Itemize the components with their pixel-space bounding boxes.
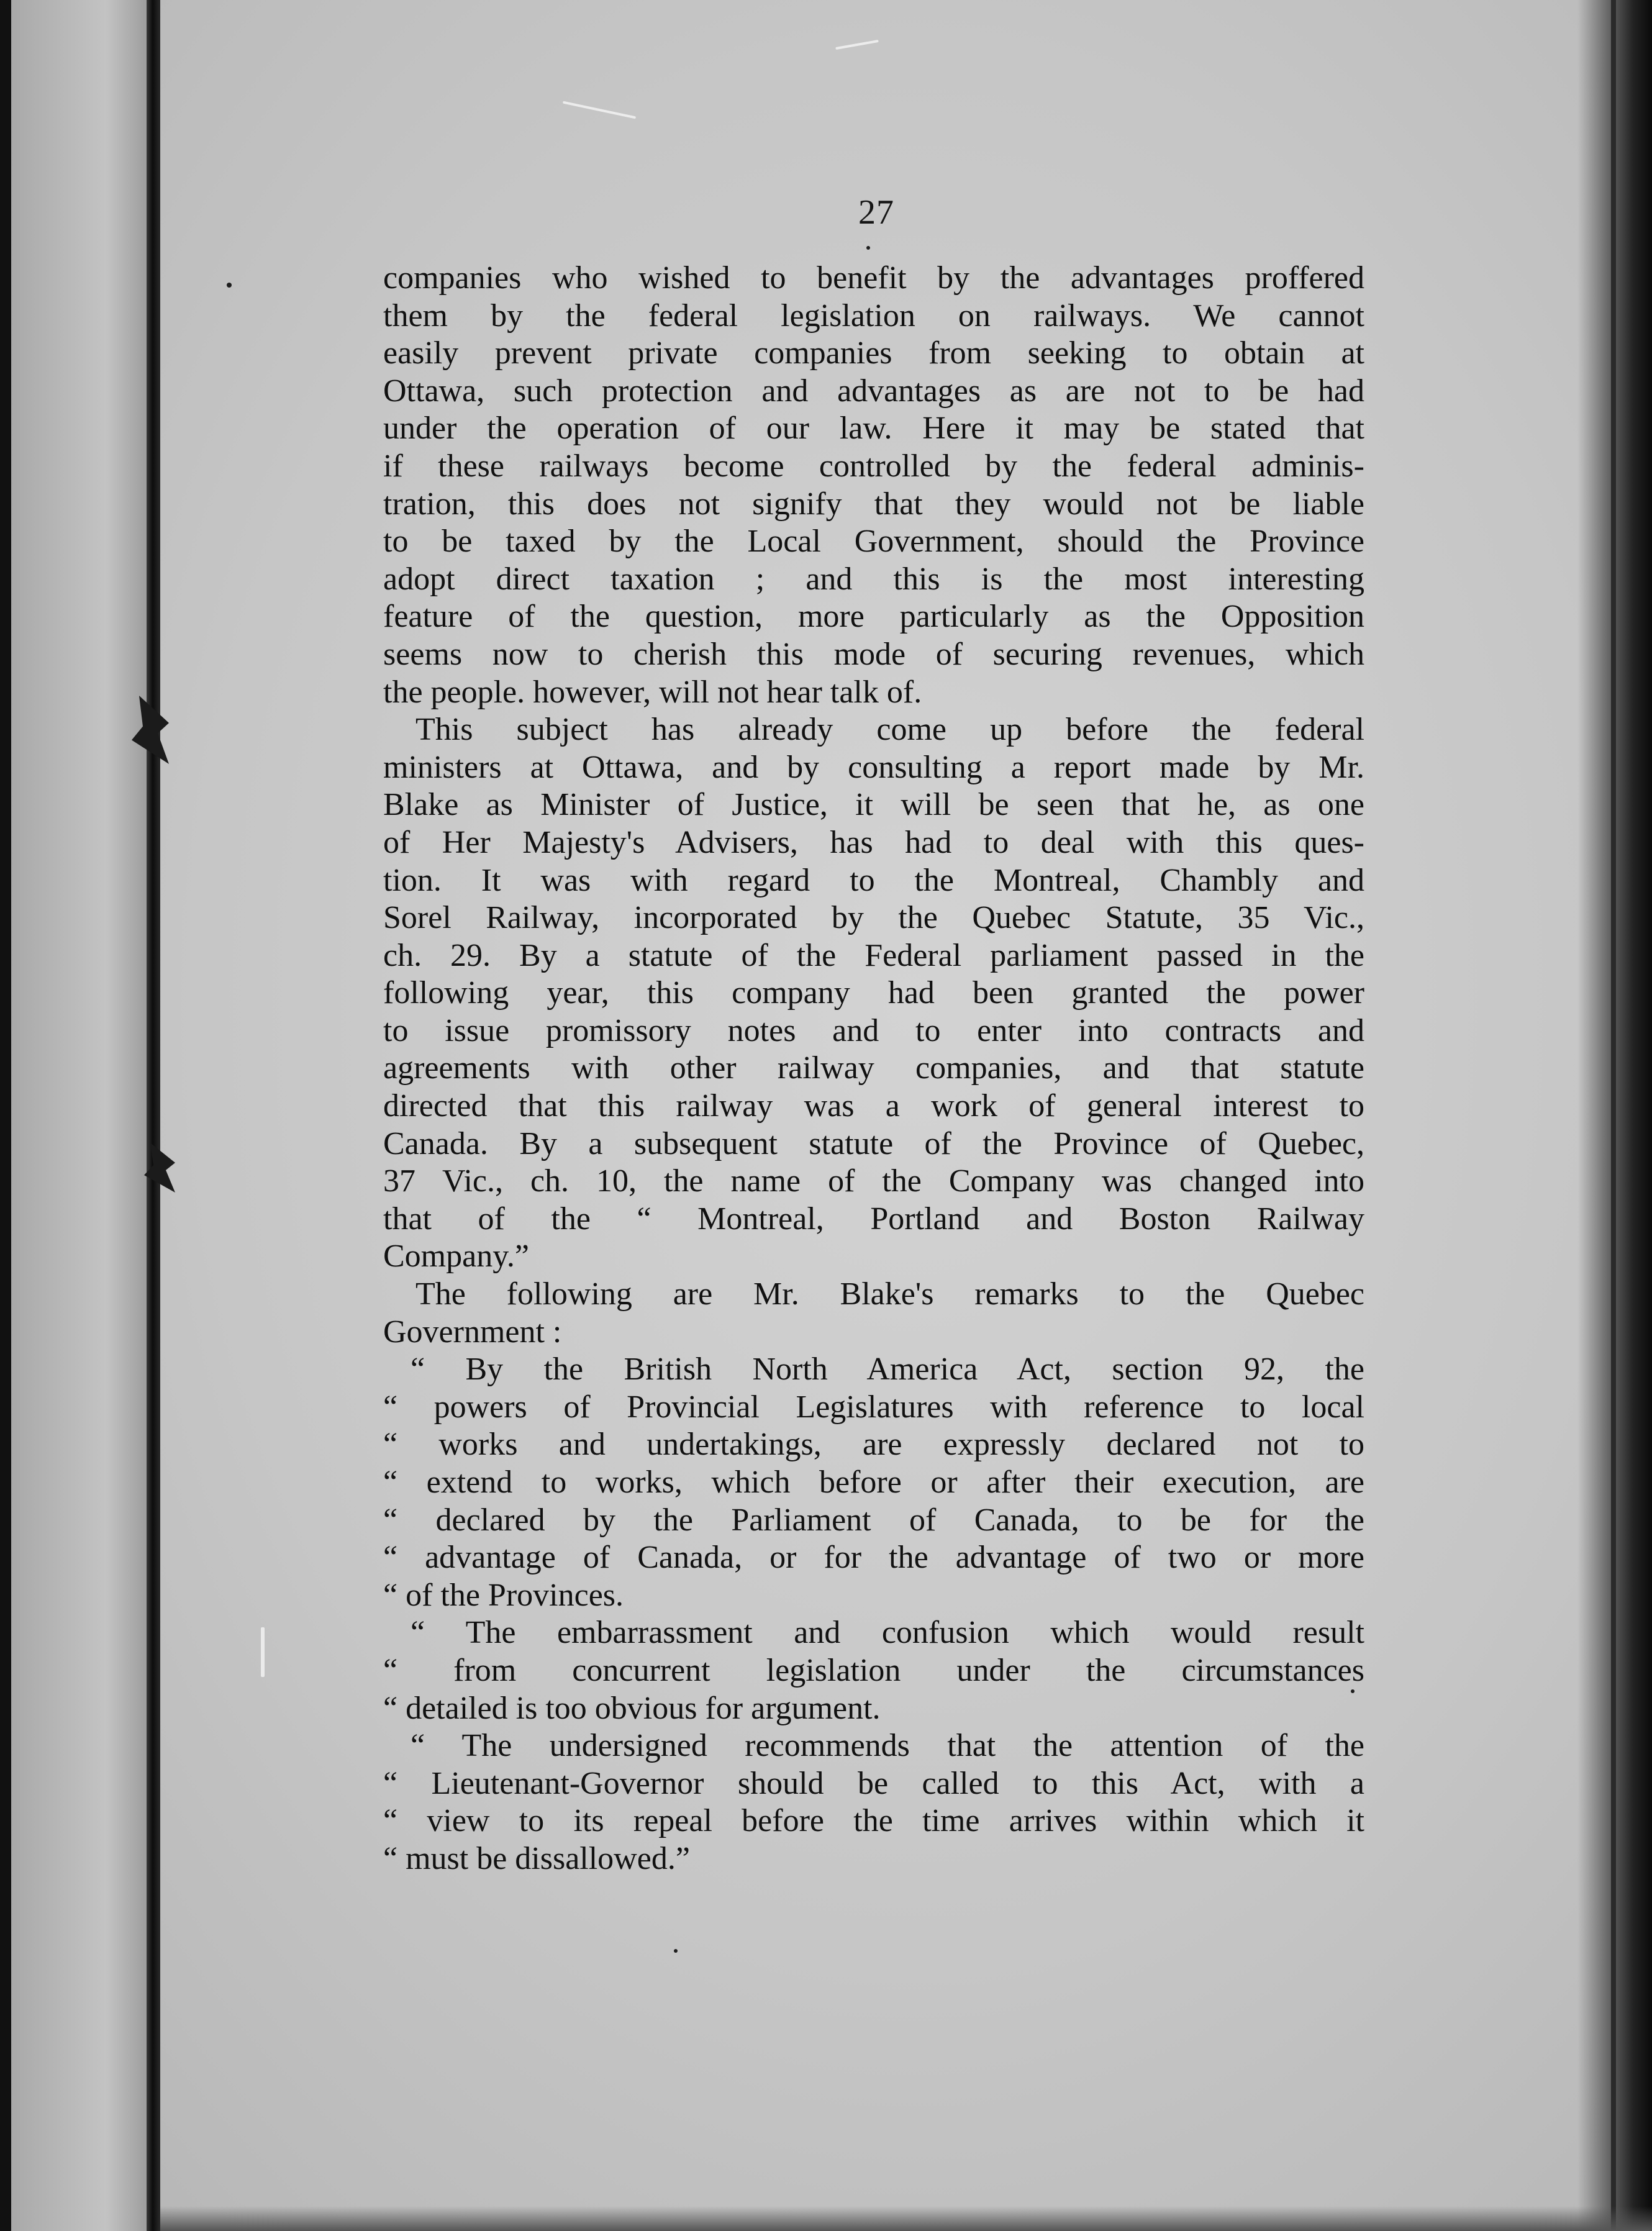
scan-scratch [261, 1627, 265, 1677]
text-line: “ of the Provinces. [383, 1577, 624, 1613]
text-line: Government : [383, 1314, 562, 1350]
text-line: that of the “ Montreal, Portland and Boston Railway [383, 1201, 1364, 1237]
text-line: “ declared by the Parliament of Canada, to be for the [383, 1502, 1364, 1538]
scan-speck [227, 283, 232, 288]
text-line: “ extend to works, which before or after their execution, are [383, 1465, 1364, 1500]
text-line: This subject has already come up before the federal [415, 712, 1364, 748]
text-line: them by the federal legislation on railways. We cannot [383, 298, 1364, 334]
text-line: feature of the question, more particularly as the Opposition [383, 599, 1364, 635]
scan-speck [866, 246, 870, 250]
text-line: the people. however, will not hear talk of. [383, 674, 922, 710]
text-line: “ powers of Provincial Legislatures with reference to local [383, 1389, 1364, 1425]
book-spine [147, 0, 160, 2231]
text-line: agreements with other railway companies, and that statute [383, 1050, 1364, 1086]
text-line: “ detailed is too obvious for argument. [383, 1690, 881, 1726]
text-line: under the operation of our law. Here it may be stated that [383, 411, 1364, 447]
text-line: “ view to its repeal before the time arrives within which it [383, 1803, 1364, 1839]
text-line: 37 Vic., ch. 10, the name of the Company was changed into [383, 1163, 1364, 1199]
text-line: easily prevent private companies from seeking to obtain at [383, 335, 1364, 371]
text-line: to issue promissory notes and to enter into contracts and [383, 1012, 1364, 1048]
text-line: The following are Mr. Blake's remarks to the Quebec [415, 1276, 1364, 1312]
text-line: Blake as Minister of Justice, it will be seen that he, as one [383, 787, 1364, 823]
text-line: if these railways become controlled by the federal adminis- [383, 448, 1364, 484]
scan-scratch [563, 101, 636, 119]
text-line: Company.” [383, 1238, 529, 1275]
text-line: “ The embarrassment and confusion which would result [411, 1615, 1364, 1651]
text-line: Ottawa, such protection and advantages as are not to be had [383, 373, 1364, 409]
scan-speck [674, 1949, 678, 1953]
scan-left-border [0, 0, 11, 2231]
text-line: of Her Majesty's Advisers, has had to deal with this ques- [383, 824, 1364, 860]
text-line: to be taxed by the Local Government, should the Province [383, 524, 1364, 560]
text-line: ch. 29. By a statute of the Federal parliament passed in the [383, 937, 1364, 973]
text-line: adopt direct taxation ; and this is the most interesting [383, 561, 1364, 597]
text-line: Canada. By a subsequent statute of the Province of Quebec, [383, 1125, 1364, 1161]
text-line: “ from concurrent legislation under the circumstances [383, 1652, 1364, 1688]
page-right-edge-line [1611, 0, 1616, 2231]
text-line: “ must be dissallowed.” [383, 1840, 690, 1876]
text-line: Sorel Railway, incorporated by the Quebec Statute, 35 Vic., [383, 900, 1364, 936]
text-line: companies who wished to benefit by the advantages proffered [383, 260, 1364, 296]
text-line: tration, this does not signify that they would not be liable [383, 486, 1364, 522]
text-line: “ By the British North America Act, section 92, the [411, 1352, 1364, 1388]
text-line: seems now to cherish this mode of securing revenues, which [383, 636, 1364, 672]
facing-page-edge [11, 0, 147, 2231]
text-line: ministers at Ottawa, and by consulting a report made by Mr. [383, 749, 1364, 785]
text-line: “ advantage of Canada, or for the advantage of two or more [383, 1540, 1364, 1576]
text-line: following year, this company had been granted the power [383, 975, 1364, 1011]
body-text [383, 260, 1364, 1878]
text-line: “ The undersigned recommends that the attention of the [411, 1728, 1364, 1764]
scan-scratch [835, 40, 879, 50]
page-number: 27 [858, 193, 894, 232]
text-line: “ Lieutenant-Governor should be called to this Act, with a [383, 1765, 1364, 1801]
text-line: “ works and undertakings, are expressly declared not to [383, 1427, 1364, 1463]
text-line: tion. It was with regard to the Montreal, Chambly and [383, 862, 1364, 898]
page-bottom-shadow [160, 2206, 1652, 2231]
text-line: directed that this railway was a work of general interest to [383, 1088, 1364, 1124]
